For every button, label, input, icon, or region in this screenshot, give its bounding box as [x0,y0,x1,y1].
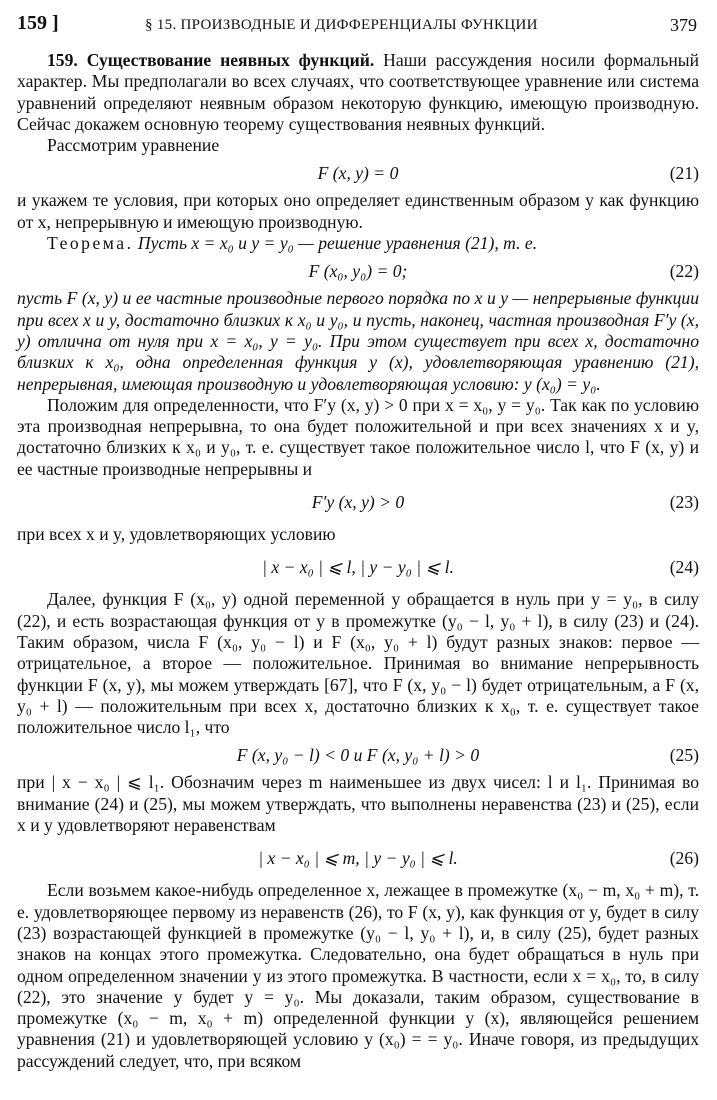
equation-26 [17,836,699,880]
paragraph-proof-start: Положим для определенности, что F′y (x, y) > 0 при x = x₀, y = y₀. Так как по условию эта производная непрерывна, то она будет положительной и при всех значениях x и y, достаточно близких к x₀ и y₀, т. е. существует такое положительное число l, что F (x, y) и ее частные производные непрерывны и [17,394,699,479]
equation-21-number: (21) [669,163,699,184]
header-section-number: 159 ] [17,12,59,34]
equation-22 [17,254,699,288]
paragraph-intro-text: Наши рассуждения носили формальный характер. Мы предполагали во всех случаях, что соответствующее уравнение или система уравнений определяют неявным образом некоторую функцию, имеющую производную. Сейчас докажем основную теорему существования неявных функций. [17,50,700,134]
theorem-label: Теорема. [47,233,134,254]
theorem-intro [17,233,699,254]
equation-25-expr: F (x, y₀ − l) < 0 и F (x, y₀ + l) > 0 [236,745,480,766]
equation-24 [17,545,699,589]
paragraph-for-all: при всех x и y, удовлетворяющих условию [17,524,336,545]
header-title: § 15. ПРОИЗВОДНЫЕ И ДИФФЕРЕНЦИАЛЫ ФУНКЦИИ [145,17,538,33]
equation-25 [17,738,699,772]
theorem-statement: пусть F (x, y) и ее частные производные первого порядка по x и y — непрерывные функции при всех x и y, достаточно близких к x₀ и y₀, и пусть, наконец, частная производная F′y (x, y) отлична от нуля при x = x₀, y = y₀. При этом существует при всех x, достаточно близких к x₀, одна определенная функция y (x), удовлетворяющая уравнению (21), непрерывная, имеющая производную и удовлетворяющая условию: y (x₀) = y₀. [17,288,699,394]
paragraph-intro [17,50,699,135]
running-header [17,10,699,38]
equation-22-number: (22) [669,261,699,282]
theorem-intro-text: Пусть x = x₀ и y = y₀ — решение уравнения (21), т. е. [133,233,538,254]
equation-24-number: (24) [669,557,699,578]
equation-23-number: (23) [669,492,699,513]
equation-26-number: (26) [669,848,699,869]
equation-22-expr: F (x₀, y₀) = 0; [308,261,408,282]
paragraph-further: Далее, функция F (x₀, y) одной переменной y обращается в нуль при y = y₀, в силу (22), и есть возрастающая функция от y в промежутке (y₀ − l, y₀ + l), в силу (23) и (24). Таким образом, числа F (x₀, y₀ − l) и F (x₀, y₀ + l) будут разных знаков: первое — отрицательное, а второе — положительное. Принимая во внимание непрерывность функции F (x, y), мы можем утверждать [67], что F (x, y₀ − l) будет отрицательным, а F (x, y₀ + l) — положительным при всех x, достаточно близких к x₀, т. е. существует такое положительное число l₁, что [17,589,699,738]
paragraph-denote-m: при | x − x₀ | ⩽ l₁. Обозначим через m наименьшее из двух чисел: l и l₁. Принимая во внимание (24) и (25), мы можем утверждать, что выполнены неравенства (23) и (25), если x и y удовлетворяют неравенствам [17,772,699,836]
section-heading: 159. Существование неявных функций. [47,50,375,70]
equation-21-expr: F (x, y) = 0 [317,163,399,184]
equation-26-expr: | x − x₀ | ⩽ m, | y − y₀ | ⩽ l. [258,848,458,869]
paragraph-conclusion: Если возьмем какое-нибудь определенное x, лежащее в промежутке (x₀ − m, x₀ + m), т. е. удовлетворяющее первому из неравенств (26), то F (x, y), как функция от y, будет в силу (23) возрастающей функцией в промежутке (y₀ − l, y₀ + l), и, в силу (25), будет разных знаков на концах этого промежутка. Следовательно, она будет обращаться в нуль при одном определенном значении y из этого промежутка. В частности, если x = x₀, то, в силу (22), это значение y будет y = y₀. Мы доказали, таким образом, существование в промежутке (x₀ − m, x₀ + m) определенной функции y (x), являющейся решением уравнения (21) и удовлетворяющей условию y (x₀) = = y₀. Иначе говоря, из предыдущих рассуждений следует, что, при всяком [17,880,699,1071]
page-number: 379 [670,15,697,35]
page-body [17,50,699,1072]
equation-21 [17,156,699,190]
equation-25-number: (25) [669,745,699,766]
paragraph-consider: Рассмотрим уравнение [47,135,220,156]
equation-23-expr: F′y (x, y) > 0 [311,492,405,513]
equation-24-expr: | x − x₀ | ⩽ l, | y − y₀ | ⩽ l. [262,557,454,578]
equation-23 [17,480,699,524]
paragraph-conditions: и укажем те условия, при которых оно определяет единственным образом y как функцию от x, непрерывную и имеющую производную. [17,190,699,232]
